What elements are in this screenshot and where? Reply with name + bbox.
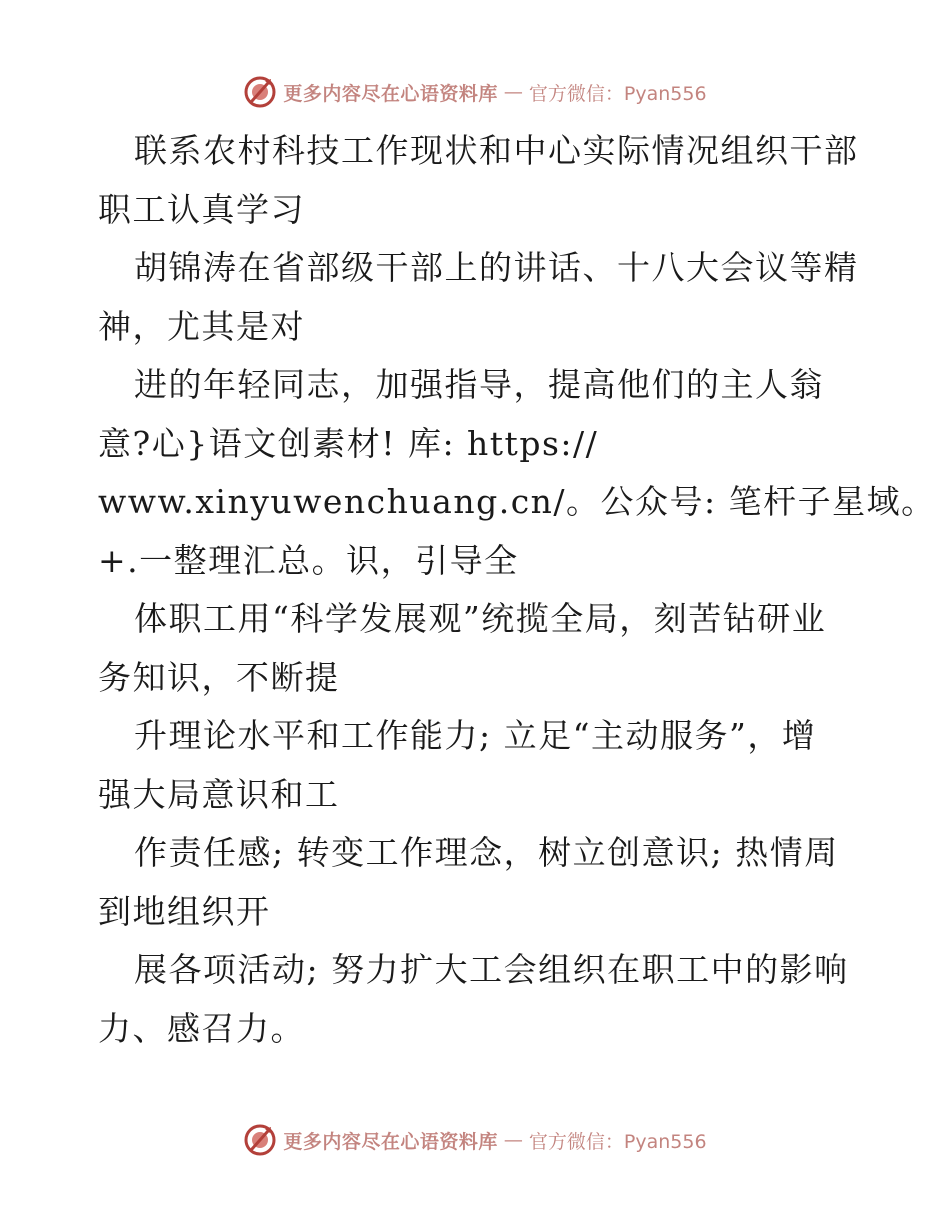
- seal-logo-icon: [243, 1123, 277, 1157]
- text-line: +.一整理汇总。识，引导全: [98, 540, 519, 580]
- text-line: 展各项活动; 努力扩大工会组织在职工中的影响: [134, 950, 849, 989]
- text-line: 强大局意识和工: [98, 774, 340, 814]
- banner-separator: —: [503, 81, 523, 103]
- banner-title: 更多内容尽在心语资料库: [283, 82, 498, 105]
- text-line: 到地组织开: [98, 891, 271, 931]
- header-banner: [0, 72, 950, 112]
- text-line: 联系农村科技工作现状和中心实际情况组织干部: [134, 131, 859, 170]
- text-line: 意?心}语文创素材! 库: https://: [98, 423, 599, 463]
- banner-contact: 官方微信：Pyan556: [528, 82, 707, 105]
- footer-banner: [0, 1120, 950, 1160]
- text-line: 作责任感; 转变工作理念，树立创意识; 热情周: [134, 833, 839, 872]
- banner-separator: —: [503, 1129, 523, 1151]
- text-line: 力、感召力。: [98, 1008, 305, 1048]
- banner-contact: 官方微信：Pyan556: [528, 1130, 707, 1153]
- text-line: 进的年轻同志，加强指导，提高他们的主人翁: [134, 365, 824, 404]
- text-line: 胡锦涛在省部级干部上的讲话、十八大会议等精: [134, 248, 859, 287]
- text-line: 神，尤其是对: [98, 306, 305, 346]
- text-line: 职工认真学习: [98, 189, 305, 229]
- document-body: [98, 122, 936, 1058]
- text-line: 升理论水平和工作能力; 立足“主动服务”，增: [134, 716, 817, 755]
- seal-logo-icon: [243, 75, 277, 109]
- text-line: 务知识，不断提: [98, 657, 340, 697]
- text-line: www.xinyuwenchuang.cn/。公众号: 笔杆子星域。: [98, 482, 936, 521]
- text-line: 体职工用“科学发展观”统揽全局，刻苦钻研业: [134, 599, 827, 638]
- banner-title: 更多内容尽在心语资料库: [283, 1130, 498, 1153]
